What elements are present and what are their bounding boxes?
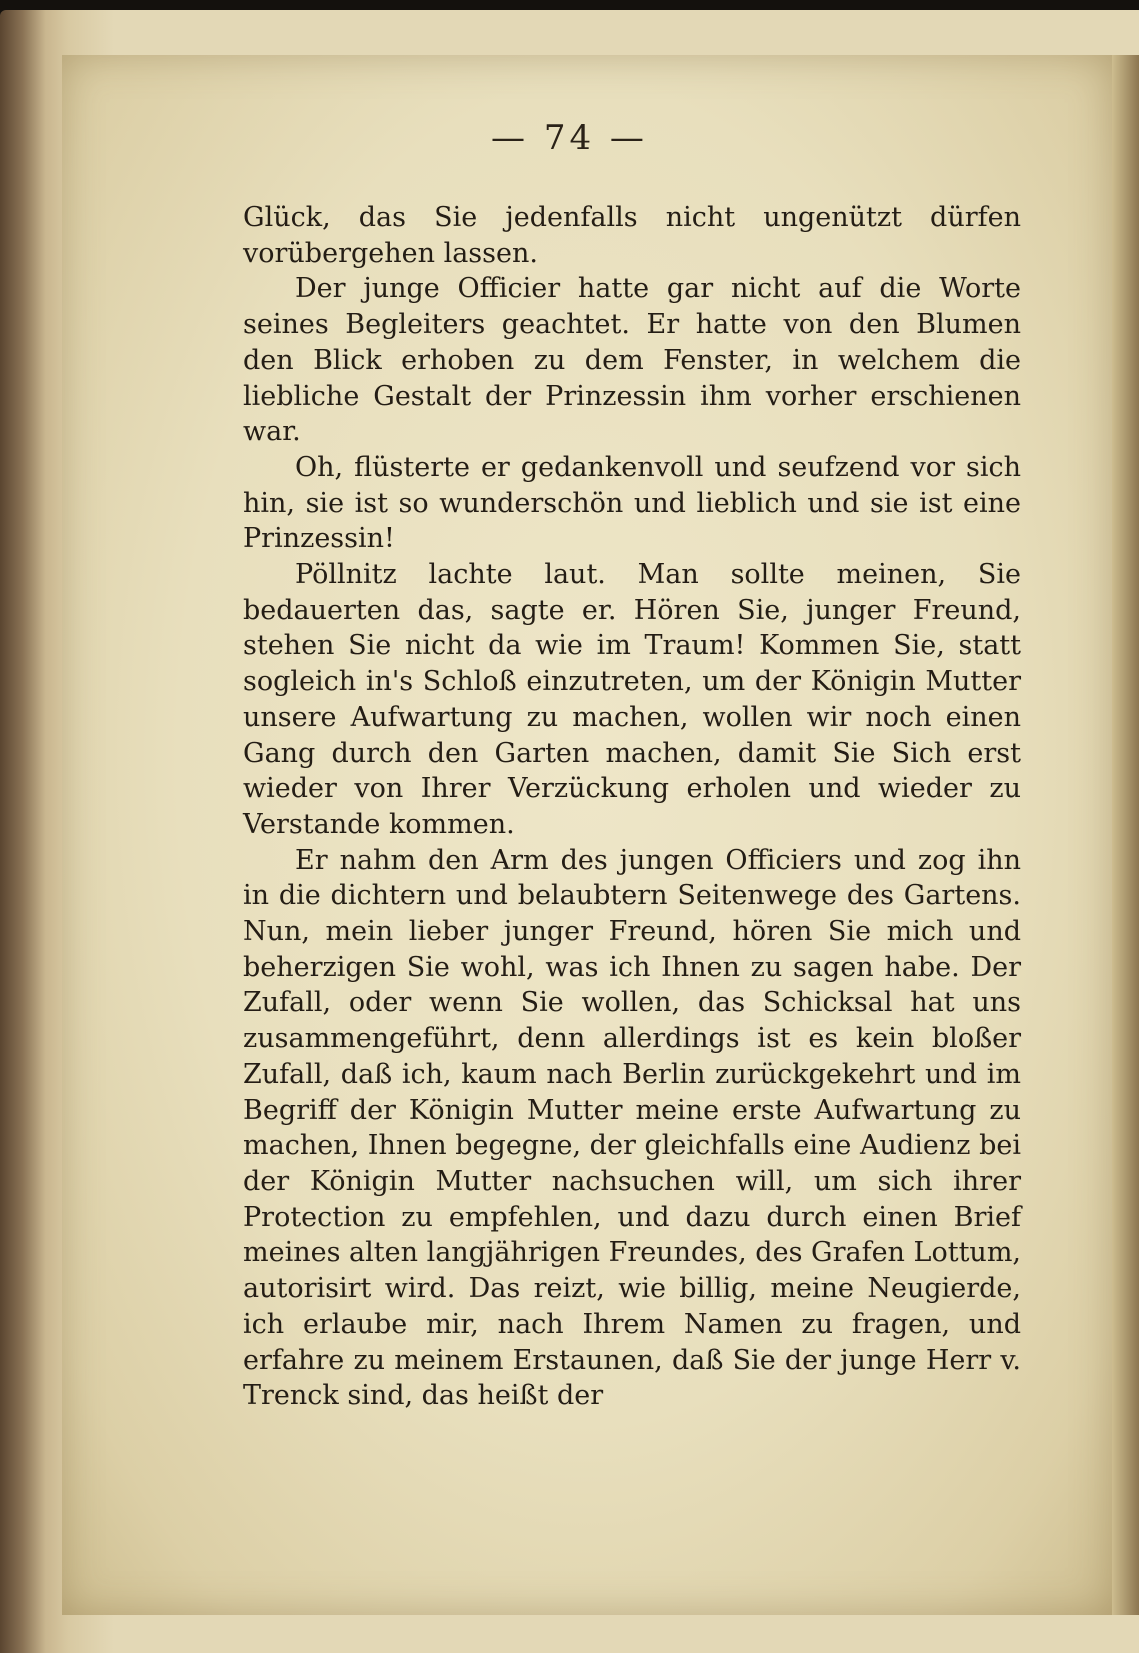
paragraph: Pöllnitz lachte laut. Man sollte meinen, Sie bedauerten das, sagte er. Hören Sie, junger Freund, stehen Sie nicht da wie im Traum! Kommen Sie, statt sogleich in's Schloß einzutreten, um der Königin Mutter unsere Aufwartung zu machen, wollen wir noch einen Gang durch den Garten machen, damit Sie Sich erst wieder von Ihrer Verzückung erholen und wieder zu Verstande kommen. [243,559,1021,840]
paragraph: Glück, das Sie jedenfalls nicht ungenützt dürfen vorübergehen lassen. [243,202,1021,269]
paragraph: Oh, flüsterte er gedankenvoll und seufzend vor sich hin, sie ist so wunderschön und lieblich und sie ist eine Prinzessin! [243,451,1021,555]
page-number: — 74 — [491,118,648,158]
body-text [243,200,1021,1414]
paragraph: Er nahm den Arm des jungen Officiers und zog ihn in die dichtern und belaubtern Seitenwege des Gartens. Nun, mein lieber junger Freund, hören Sie mich und beherzigen Sie wohl, was ich Ihnen zu sagen habe. Der Zufall, oder wenn Sie wollen, das Schicksal hat uns zusammengeführt, denn allerdings ist es kein bloßer Zufall, daß ich, kaum nach Berlin zurückgekehrt und im Begriff der Königin Mutter meine erste Aufwartung zu machen, Ihnen begegne, der gleichfalls eine Audienz bei der Königin Mutter nachsuchen will, um sich ihrer Protection zu empfehlen, und dazu durch einen Brief meines alten langjährigen Freundes, des Grafen Lottum, autorisirt wird. Das reizt, wie billig, meine Neugierde, ich erlaube mir, nach Ihrem Namen zu fragen, und erfahre zu meinem Erstaunen, daß Sie der junge Herr v. Trenck sind, das heißt der [243,844,1021,1412]
paragraph: Der junge Officier hatte gar nicht auf die Worte seines Begleiters geachtet. Er hatte von den Blumen den Blick erhoben zu dem Fenster, in welchem die liebliche Gestalt der Prinzessin ihm vorher erschienen war. [243,273,1021,448]
page-gutter [1112,55,1139,1615]
